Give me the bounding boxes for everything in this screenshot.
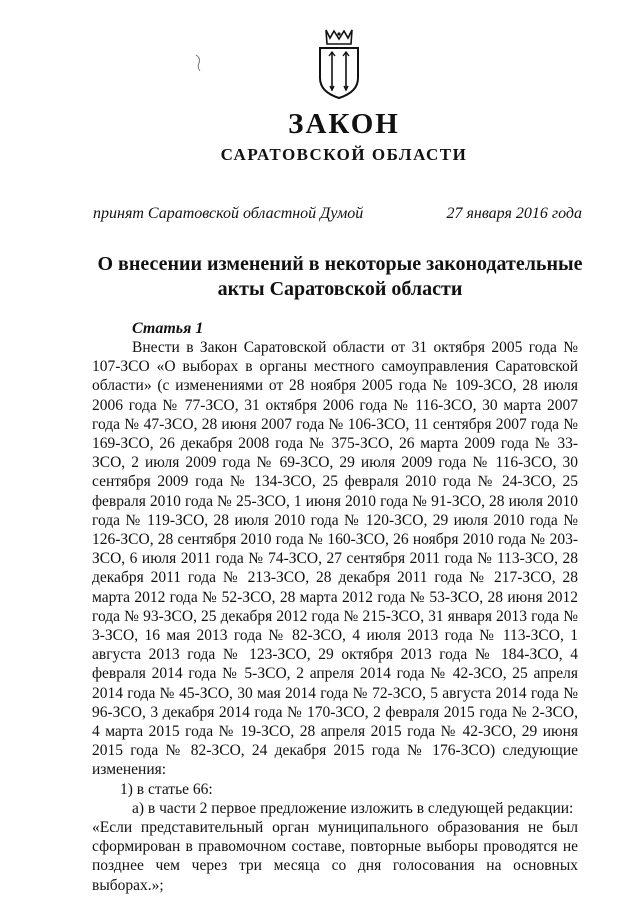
heading-line-1: О внесении изменений в некоторые законодательные — [97, 253, 583, 275]
quote-text: «Если представительный орган муниципального образования не был сформирован в правомочном составе, повторные выборы проводятся не позднее чем через три месяца со дня голосования на основных выборах.»; — [92, 819, 578, 894]
adoption-date: 27 января 2016 года — [446, 205, 582, 222]
item-1: 1) в статье 66: — [120, 780, 213, 798]
law-title: ЗАКОН — [288, 108, 400, 140]
law-subtitle: САРАТОВСКОЙ ОБЛАСТИ — [220, 145, 468, 164]
law-heading — [90, 252, 590, 302]
pen-mark — [193, 54, 203, 72]
article-label: Статья 1 — [132, 320, 204, 337]
main-paragraph: Внести в Закон Саратовской области от 31 октября 2005 года № 107-ЗСО «О выборах в органы местного самоуправления Саратовской области» (с изменениями от 28 ноября 2005 года № 109-ЗСО, 28 июля 2006 года № 77-ЗСО, 31 октября 2006 года № 116-ЗСО, 30 марта 2007 года № 47-ЗСО, 28 июня 2007 года № 106-ЗСО, 11 сентября 2007 года № 169-ЗСО, 26 декабря 2008 года № 375-ЗСО, 26 марта 2009 года № 33-ЗСО, 2 июля 2009 года № 69-ЗСО, 29 июля 2009 года № 116-ЗСО, 30 сентября 2009 года № 134-ЗСО, 25 февраля 2010 года № 24-ЗСО, 25 февраля 2010 года № 25-ЗСО, 1 июня 2010 года № 91-ЗСО, 28 июля 2010 года № 119-ЗСО, 28 июля 2010 года № 120-ЗСО, 29 июля 2010 года № 126-ЗСО, 28 сентября 2010 года № 160-ЗСО, 26 ноября 2010 года № 203-ЗСО, 6 июля 2011 года № 74-ЗСО, 27 сентября 2011 года № 113-ЗСО, 28 декабря 2011 года № 213-ЗСО, 28 декабря 2011 года № 217-ЗСО, 28 марта 2012 года № 52-ЗСО, 28 марта 2012 года № 53-ЗСО, 28 июня 2012 года № 93-ЗСО, 25 декабря 2012 года № 215-ЗСО, 31 января 2013 года № 3-ЗСО, 16 мая 2013 года № 82-ЗСО, 4 июля 2013 года № 113-ЗСО, 1 августа 2013 года № 123-ЗСО, 29 октября 2013 года № 184-ЗСО, 4 февраля 2014 года № 5-ЗСО, 2 апреля 2014 года № 42-ЗСО, 25 апреля 2014 года № 45-ЗСО, 30 мая 2014 года № 72-ЗСО, 5 августа 2014 года № 96-ЗСО, 3 декабря 2014 года № 170-ЗСО, 2 февраля 2015 года № 2-ЗСО, 4 марта 2015 года № 19-ЗСО, 28 апреля 2015 года № 42-ЗСО, 29 июня 2015 года № 82-ЗСО, 24 декабря 2015 года № 176-ЗСО) следующие изменения: — [92, 339, 578, 779]
heading-line-2: акты Саратовской области — [217, 278, 463, 300]
adopted-by: принят Саратовской областной Думой — [93, 205, 364, 222]
item-a: а) в части 2 первое предложение изложить в следующей редакции: — [132, 799, 574, 817]
article-body — [92, 338, 578, 895]
saratov-coat-of-arms-icon — [316, 28, 362, 100]
